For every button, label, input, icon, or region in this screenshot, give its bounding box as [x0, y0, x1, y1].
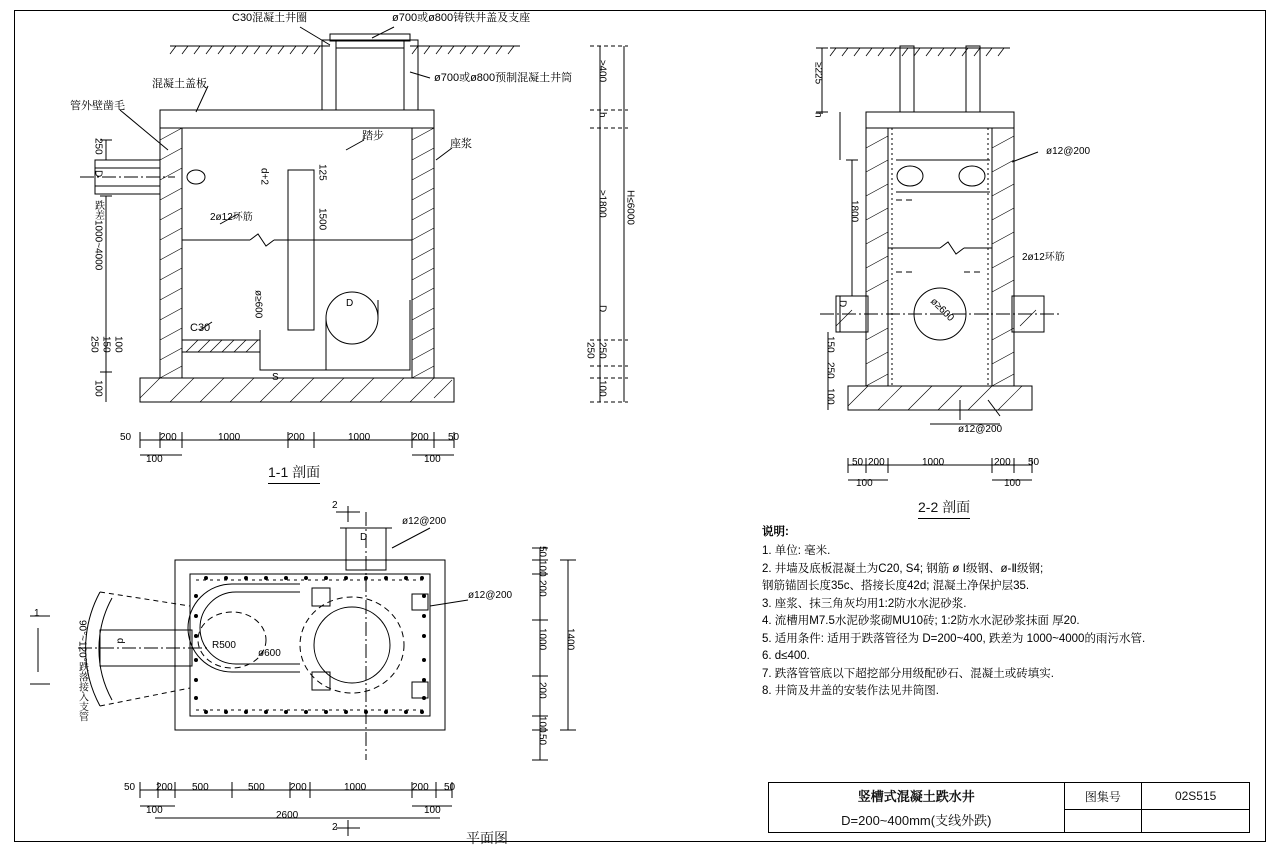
note-item: 7. 跌落管管底以下超挖部分用级配砂石、混凝土或砖填实.: [762, 667, 1054, 680]
caption-section-2-2: 2-2 剖面: [918, 497, 970, 519]
dim-1000-b-s1: 1000: [348, 432, 371, 443]
dim-100-left-s1: 100: [146, 454, 163, 465]
plan-bdim-200-c: 200: [412, 782, 429, 793]
label-dia-600-s1: ø≥600: [252, 290, 264, 319]
dim-50-right-s2: 50: [1028, 457, 1040, 468]
drawing-title-line2: D=200~400mm(支线外跌): [841, 813, 992, 828]
dim-50-left-s2: 50: [852, 457, 864, 468]
dim-100-right-s1: 100: [424, 454, 441, 465]
plan-dim-50-a: 50: [536, 546, 548, 558]
plan-dim-200-b: 200: [536, 682, 548, 699]
caption-plan-view: 平面图: [466, 830, 508, 846]
label-d12-200-plan-right: ø12@200: [468, 590, 513, 601]
label-ge1800: ≥1800: [596, 190, 608, 218]
label-1500: 1500: [316, 208, 328, 231]
plan-dim-1000: 1000: [536, 628, 548, 651]
label-H-le-6000: H≤6000: [624, 190, 636, 225]
label-d12-200-plan-top: ø12@200: [402, 516, 447, 527]
title-block: [768, 782, 1250, 833]
dim-50-left-s1: 50: [120, 432, 132, 443]
dim-200-b-s1: 200: [288, 432, 305, 443]
label-100-s2: 100: [824, 388, 836, 405]
label-cut-2-top: 2: [332, 500, 338, 511]
notes-list: [762, 543, 1242, 700]
note-item: 3. 座浆、抹三角灰均用1:2防水水泥砂浆.: [762, 597, 967, 610]
label-h-s2: h: [812, 112, 824, 118]
note-item: 5. 适用条件: 适用于跌落管径为 D=200~400, 跌差为 1000~4000的雨污水管.: [762, 632, 1146, 645]
label-250-s2: 250: [824, 362, 836, 379]
label-d-plan: d: [114, 638, 126, 644]
label-cut-2-bottom: 2: [332, 822, 338, 833]
note-item: 钢筋锚固长度35c、搭接长度42d; 混凝土净保护层35.: [762, 580, 1030, 593]
label-cast-iron-cover: ø700或ø800铸铁井盖及支座: [392, 12, 531, 24]
note-item: 8. 井筒及井盖的安装作法见井筒图.: [762, 685, 939, 698]
label-dia-600-plan: ø600: [258, 648, 281, 659]
label-150-s2: 150: [824, 336, 836, 353]
label-ring-bar-s1: 2ø12环筋: [210, 212, 253, 223]
plan-dim-1400: 1400: [564, 628, 576, 651]
label-150-bottom: 150: [100, 336, 112, 353]
label-250b-right: 250: [596, 342, 608, 359]
plan-dim-100-b: 100: [536, 716, 548, 733]
plan-bdim-50-a: 50: [124, 782, 136, 793]
note-item: 6. d≤400.: [762, 650, 810, 663]
label-D-s2: D: [836, 300, 848, 308]
plan-bdim-500-a: 500: [192, 782, 209, 793]
label-cut-1-plan: 1: [34, 608, 40, 619]
drawing-title-line1: 竖槽式混凝土跌水井: [857, 789, 975, 804]
label-S-s1: S: [272, 372, 279, 383]
label-dia-600-s2: ø≥600: [928, 296, 956, 324]
plan-bdim-100-b: 100: [424, 805, 441, 816]
plan-dim-200-a: 200: [536, 580, 548, 597]
atlas-number-cell: 02S515: [1142, 783, 1250, 810]
label-d12-200-s2-top: ø12@200: [1046, 146, 1091, 157]
dim-200-a-s1: 200: [160, 432, 177, 443]
caption-section-1-1: 1-1 剖面: [268, 462, 320, 484]
atlas-label-cell: 图集号: [1064, 783, 1142, 810]
label-drop-range: 跌差1000~4000: [92, 200, 104, 271]
label-steps: 踏步: [362, 130, 384, 142]
dim-200-c-s1: 200: [412, 432, 429, 443]
plan-bdim-2600: 2600: [276, 810, 299, 821]
plan-bdim-1000: 1000: [344, 782, 367, 793]
plan-bdim-500-b: 500: [248, 782, 265, 793]
label-100-base: 100: [92, 380, 104, 397]
note-item: 1. 单位: 毫米.: [762, 545, 831, 558]
label-ge225: ≥225: [812, 62, 824, 85]
plan-dim-50-b: 50: [536, 734, 548, 746]
dim-1000-s2: 1000: [922, 457, 945, 468]
title-block-blank-b: [1142, 810, 1250, 833]
plan-bdim-100-a: 100: [146, 805, 163, 816]
dim-200-a-s2: 200: [868, 457, 885, 468]
label-r500: R500: [212, 640, 236, 651]
dim-100-left-s2: 100: [856, 478, 873, 489]
notes-heading: 说明:: [762, 526, 789, 538]
label-d-plus-2: d+2: [258, 168, 270, 185]
label-D-right: D: [596, 305, 608, 313]
label-1800-s2: 1800: [848, 200, 860, 223]
label-100-right: 100: [596, 380, 608, 397]
dim-200-b-s2: 200: [994, 457, 1011, 468]
notes-block: [762, 524, 1242, 701]
plan-bdim-200-a: 200: [156, 782, 173, 793]
label-250-left: 250: [92, 138, 104, 155]
plan-dim-100-a: 100: [536, 560, 548, 577]
label-c30-s1: C30: [190, 322, 211, 334]
label-250-right: 250: [584, 342, 596, 359]
label-c30-ring: C30混凝土井圈: [232, 12, 308, 24]
label-concrete-slab: 混凝土盖板: [152, 78, 207, 90]
plan-bdim-50-b: 50: [444, 782, 456, 793]
label-ring-bar-s2: 2ø12环筋: [1022, 252, 1065, 263]
label-250-bottom: 250: [88, 336, 100, 353]
dim-50-right-s1: 50: [448, 432, 460, 443]
label-D-plan: D: [360, 532, 368, 543]
title-block-name-cell: [769, 783, 1065, 833]
note-item: 2. 井墙及底板混凝土为C20, S4; 钢筋 ø Ⅰ级钢、ø-Ⅱ级钢;: [762, 562, 1044, 575]
label-ge400: ≥400: [596, 60, 608, 83]
dim-100-right-s2: 100: [1004, 478, 1021, 489]
label-pipe-D-s1: D: [346, 298, 354, 309]
label-precast-shaft: ø700或ø800预制混凝土井筒: [434, 72, 573, 84]
label-angle-note: 90°~120°跌落接入支管: [76, 620, 88, 722]
label-125: 125: [316, 164, 328, 181]
plan-bdim-200-b: 200: [290, 782, 307, 793]
dim-1000-a-s1: 1000: [218, 432, 241, 443]
label-d12-200-s2-bottom: ø12@200: [958, 424, 1003, 435]
label-d-left: D: [92, 170, 104, 178]
note-item: 4. 流槽用M7.5水泥砂浆砌MU10砖; 1:2防水水泥砂浆抹面 厚20.: [762, 615, 1080, 628]
label-mortar-bed: 座浆: [450, 138, 472, 150]
label-pipe-roughening: 管外壁凿毛: [70, 100, 125, 112]
label-h: h: [596, 112, 608, 118]
title-block-blank-a: [1064, 810, 1142, 833]
label-100-bottom: 100: [112, 336, 124, 353]
